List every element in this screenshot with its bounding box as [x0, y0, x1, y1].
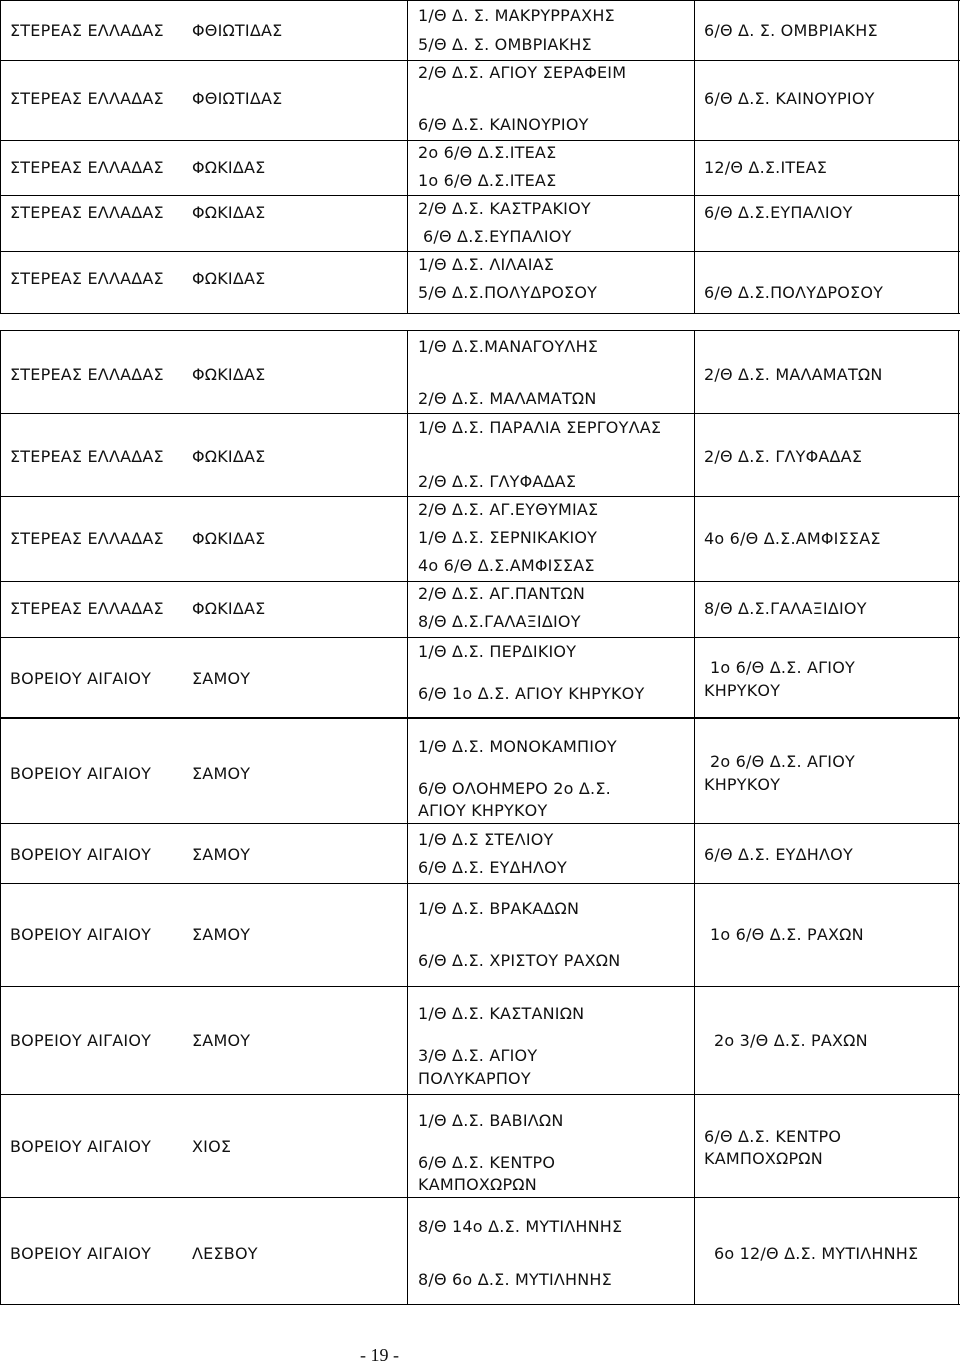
- prefecture-cell: ΧΙΟΣ: [192, 1137, 232, 1156]
- school-cell: 6/Θ Δ.Σ. ΚΕΝΤΡΟ: [418, 1153, 556, 1172]
- region-cell: ΣΤΕΡΕΑΣ ΕΛΛΑΔΑΣ: [10, 21, 164, 40]
- school-cell: 2/Θ Δ.Σ. ΑΓΙΟΥ ΣΕΡΑΦΕΙΜ: [418, 63, 627, 82]
- table-1: [0, 0, 960, 314]
- school-cell: 1/Θ Δ.Σ. ΚΑΣΤΑΝΙΩΝ: [418, 1004, 585, 1023]
- target-cell: 2ο 6/Θ Δ.Σ. ΑΓΙΟΥ: [710, 752, 855, 771]
- school-cell: 2/Θ Δ.Σ. ΜΑΛΑΜΑΤΩΝ: [418, 389, 597, 408]
- prefecture-cell: ΦΩΚΙΔΑΣ: [192, 529, 266, 548]
- school-cell: 1ο 6/Θ Δ.Σ.ΙΤΕΑΣ: [418, 171, 557, 190]
- prefecture-cell: ΦΩΚΙΔΑΣ: [192, 158, 266, 177]
- prefecture-cell: ΣΑΜΟΥ: [192, 925, 251, 944]
- target-cell: 4ο 6/Θ Δ.Σ.ΑΜΦΙΣΣΑΣ: [704, 529, 881, 548]
- prefecture-cell: ΣΑΜΟΥ: [192, 1031, 251, 1050]
- school-cell: 5/Θ Δ.Σ.ΠΟΛΥΔΡΟΣΟΥ: [418, 283, 598, 302]
- target-cell: 12/Θ Δ.Σ.ΙΤΕΑΣ: [704, 158, 828, 177]
- region-cell: ΒΟΡΕΙΟΥ ΑΙΓΑΙΟΥ: [10, 764, 152, 783]
- school-cell: 1/Θ Δ.Σ. ΒΑΒΙΛΩΝ: [418, 1111, 564, 1130]
- target-cell: 6/Θ Δ.Σ. ΚΕΝΤΡΟ: [704, 1127, 842, 1146]
- school-cell: 8/Θ 14ο Δ.Σ. ΜΥΤΙΛΗΝΗΣ: [418, 1217, 623, 1236]
- target-cell: ΚΗΡΥΚΟΥ: [704, 775, 781, 794]
- region-cell: ΒΟΡΕΙΟΥ ΑΙΓΑΙΟΥ: [10, 669, 152, 688]
- school-cell: 2/Θ Δ.Σ. ΓΛΥΦΑΔΑΣ: [418, 472, 577, 491]
- table-2: [0, 330, 960, 718]
- school-cell: 2ο 6/Θ Δ.Σ.ΙΤΕΑΣ: [418, 143, 557, 162]
- school-cell: 1/Θ Δ. Σ. ΜΑΚΡΥΡΡΑΧΗΣ: [418, 6, 615, 25]
- school-cell: 5/Θ Δ. Σ. ΟΜΒΡΙΑΚΗΣ: [418, 35, 592, 54]
- target-cell: 8/Θ Δ.Σ.ΓΑΛΑΞΙΔΙΟΥ: [704, 599, 867, 618]
- region-cell: ΣΤΕΡΕΑΣ ΕΛΛΑΔΑΣ: [10, 269, 164, 288]
- school-cell: 1/Θ Δ.Σ. ΛΙΛΑΙΑΣ: [418, 255, 555, 274]
- target-cell: 6ο 12/Θ Δ.Σ. ΜΥΤΙΛΗΝΗΣ: [714, 1244, 919, 1263]
- school-cell: 1/Θ Δ.Σ. ΒΡΑΚΑΔΩΝ: [418, 899, 580, 918]
- school-cell: 8/Θ 6ο Δ.Σ. ΜΥΤΙΛΗΝΗΣ: [418, 1270, 612, 1289]
- school-cell: 1/Θ Δ.Σ. ΜΟΝΟΚΑΜΠΙΟΥ: [418, 737, 617, 756]
- region-cell: ΣΤΕΡΕΑΣ ΕΛΛΑΔΑΣ: [10, 203, 164, 222]
- school-cell: 3/Θ Δ.Σ. ΑΓΙΟΥ: [418, 1046, 538, 1065]
- prefecture-cell: ΦΩΚΙΔΑΣ: [192, 203, 266, 222]
- school-cell: ΑΓΙΟΥ ΚΗΡΥΚΟΥ: [418, 801, 548, 820]
- region-cell: ΣΤΕΡΕΑΣ ΕΛΛΑΔΑΣ: [10, 158, 164, 177]
- target-cell: 2ο 3/Θ Δ.Σ. ΡΑΧΩΝ: [714, 1031, 868, 1050]
- region-cell: ΒΟΡΕΙΟΥ ΑΙΓΑΙΟΥ: [10, 1137, 152, 1156]
- school-cell: 1/Θ Δ.Σ.ΜΑΝΑΓΟΥΛΗΣ: [418, 337, 599, 356]
- school-cell: 2/Θ Δ.Σ. ΑΓ.ΠΑΝΤΩΝ: [418, 584, 586, 603]
- region-cell: ΣΤΕΡΕΑΣ ΕΛΛΑΔΑΣ: [10, 89, 164, 108]
- region-cell: ΣΤΕΡΕΑΣ ΕΛΛΑΔΑΣ: [10, 529, 164, 548]
- prefecture-cell: ΣΑΜΟΥ: [192, 764, 251, 783]
- target-cell: 6/Θ Δ.Σ.ΠΟΛΥΔΡΟΣΟΥ: [704, 283, 884, 302]
- target-cell: 6/Θ Δ.Σ.ΕΥΠΑΛΙΟΥ: [704, 203, 853, 222]
- region-cell: ΣΤΕΡΕΑΣ ΕΛΛΑΔΑΣ: [10, 447, 164, 466]
- target-cell: 2/Θ Δ.Σ. ΜΑΛΑΜΑΤΩΝ: [704, 365, 883, 384]
- region-cell: ΒΟΡΕΙΟΥ ΑΙΓΑΙΟΥ: [10, 1244, 152, 1263]
- target-cell: 6/Θ Δ.Σ. ΚΑΙΝΟΥΡΙΟΥ: [704, 89, 875, 108]
- prefecture-cell: ΦΘΙΩΤΙΔΑΣ: [192, 21, 283, 40]
- region-cell: ΣΤΕΡΕΑΣ ΕΛΛΑΔΑΣ: [10, 599, 164, 618]
- school-cell: 6/Θ Δ.Σ. ΧΡΙΣΤΟΥ ΡΑΧΩΝ: [418, 951, 621, 970]
- prefecture-cell: ΦΩΚΙΔΑΣ: [192, 269, 266, 288]
- school-cell: 6/Θ ΟΛΟΗΜΕΡΟ 2ο Δ.Σ.: [418, 779, 611, 798]
- page-number: - 19 -: [360, 1345, 399, 1365]
- school-cell: 1/Θ Δ.Σ. ΠΕΡΔΙΚΙΟΥ: [418, 642, 577, 661]
- prefecture-cell: ΦΩΚΙΔΑΣ: [192, 599, 266, 618]
- target-cell: 1ο 6/Θ Δ.Σ. ΡΑΧΩΝ: [710, 925, 864, 944]
- region-cell: ΒΟΡΕΙΟΥ ΑΙΓΑΙΟΥ: [10, 845, 152, 864]
- school-cell: 1/Θ Δ.Σ. ΣΕΡΝΙΚΑΚΙΟΥ: [418, 528, 598, 547]
- region-cell: ΒΟΡΕΙΟΥ ΑΙΓΑΙΟΥ: [10, 1031, 152, 1050]
- prefecture-cell: ΦΩΚΙΔΑΣ: [192, 365, 266, 384]
- target-cell: 1ο 6/Θ Δ.Σ. ΑΓΙΟΥ: [710, 658, 855, 677]
- target-cell: 6/Θ Δ. Σ. ΟΜΒΡΙΑΚΗΣ: [704, 21, 878, 40]
- target-cell: ΚΗΡΥΚΟΥ: [704, 681, 781, 700]
- prefecture-cell: ΛΕΣΒΟΥ: [192, 1244, 258, 1263]
- region-cell: ΒΟΡΕΙΟΥ ΑΙΓΑΙΟΥ: [10, 925, 152, 944]
- school-cell: 1/Θ Δ.Σ. ΠΑΡΑΛΙΑ ΣΕΡΓΟΥΛΑΣ: [418, 418, 662, 437]
- school-cell: 2/Θ Δ.Σ. ΑΓ.ΕΥΘΥΜΙΑΣ: [418, 500, 599, 519]
- school-cell: 1/Θ Δ.Σ ΣΤΕΛΙΟΥ: [418, 830, 554, 849]
- school-cell: 2/Θ Δ.Σ. ΚΑΣΤΡΑΚΙΟΥ: [418, 199, 591, 218]
- prefecture-cell: ΦΘΙΩΤΙΔΑΣ: [192, 89, 283, 108]
- prefecture-cell: ΣΑΜΟΥ: [192, 669, 251, 688]
- school-cell: 6/Θ Δ.Σ.ΕΥΠΑΛΙΟΥ: [423, 227, 572, 246]
- school-cell: 6/Θ Δ.Σ. ΚΑΙΝΟΥΡΙΟΥ: [418, 115, 589, 134]
- target-cell: 6/Θ Δ.Σ. ΕΥΔΗΛΟΥ: [704, 845, 853, 864]
- prefecture-cell: ΣΑΜΟΥ: [192, 845, 251, 864]
- prefecture-cell: ΦΩΚΙΔΑΣ: [192, 447, 266, 466]
- target-cell: ΚΑΜΠΟΧΩΡΩΝ: [704, 1149, 823, 1168]
- school-cell: 4ο 6/Θ Δ.Σ.ΑΜΦΙΣΣΑΣ: [418, 556, 595, 575]
- region-cell: ΣΤΕΡΕΑΣ ΕΛΛΑΔΑΣ: [10, 365, 164, 384]
- target-cell: 2/Θ Δ.Σ. ΓΛΥΦΑΔΑΣ: [704, 447, 863, 466]
- school-cell: ΚΑΜΠΟΧΩΡΩΝ: [418, 1175, 537, 1194]
- table-3: [0, 718, 960, 1305]
- school-cell: 6/Θ 1ο Δ.Σ. ΑΓΙΟΥ ΚΗΡΥΚΟΥ: [418, 684, 645, 703]
- school-cell: ΠΟΛΥΚΑΡΠΟΥ: [418, 1069, 531, 1088]
- school-cell: 6/Θ Δ.Σ. ΕΥΔΗΛΟΥ: [418, 858, 567, 877]
- school-cell: 8/Θ Δ.Σ.ΓΑΛΑΞΙΔΙΟΥ: [418, 612, 581, 631]
